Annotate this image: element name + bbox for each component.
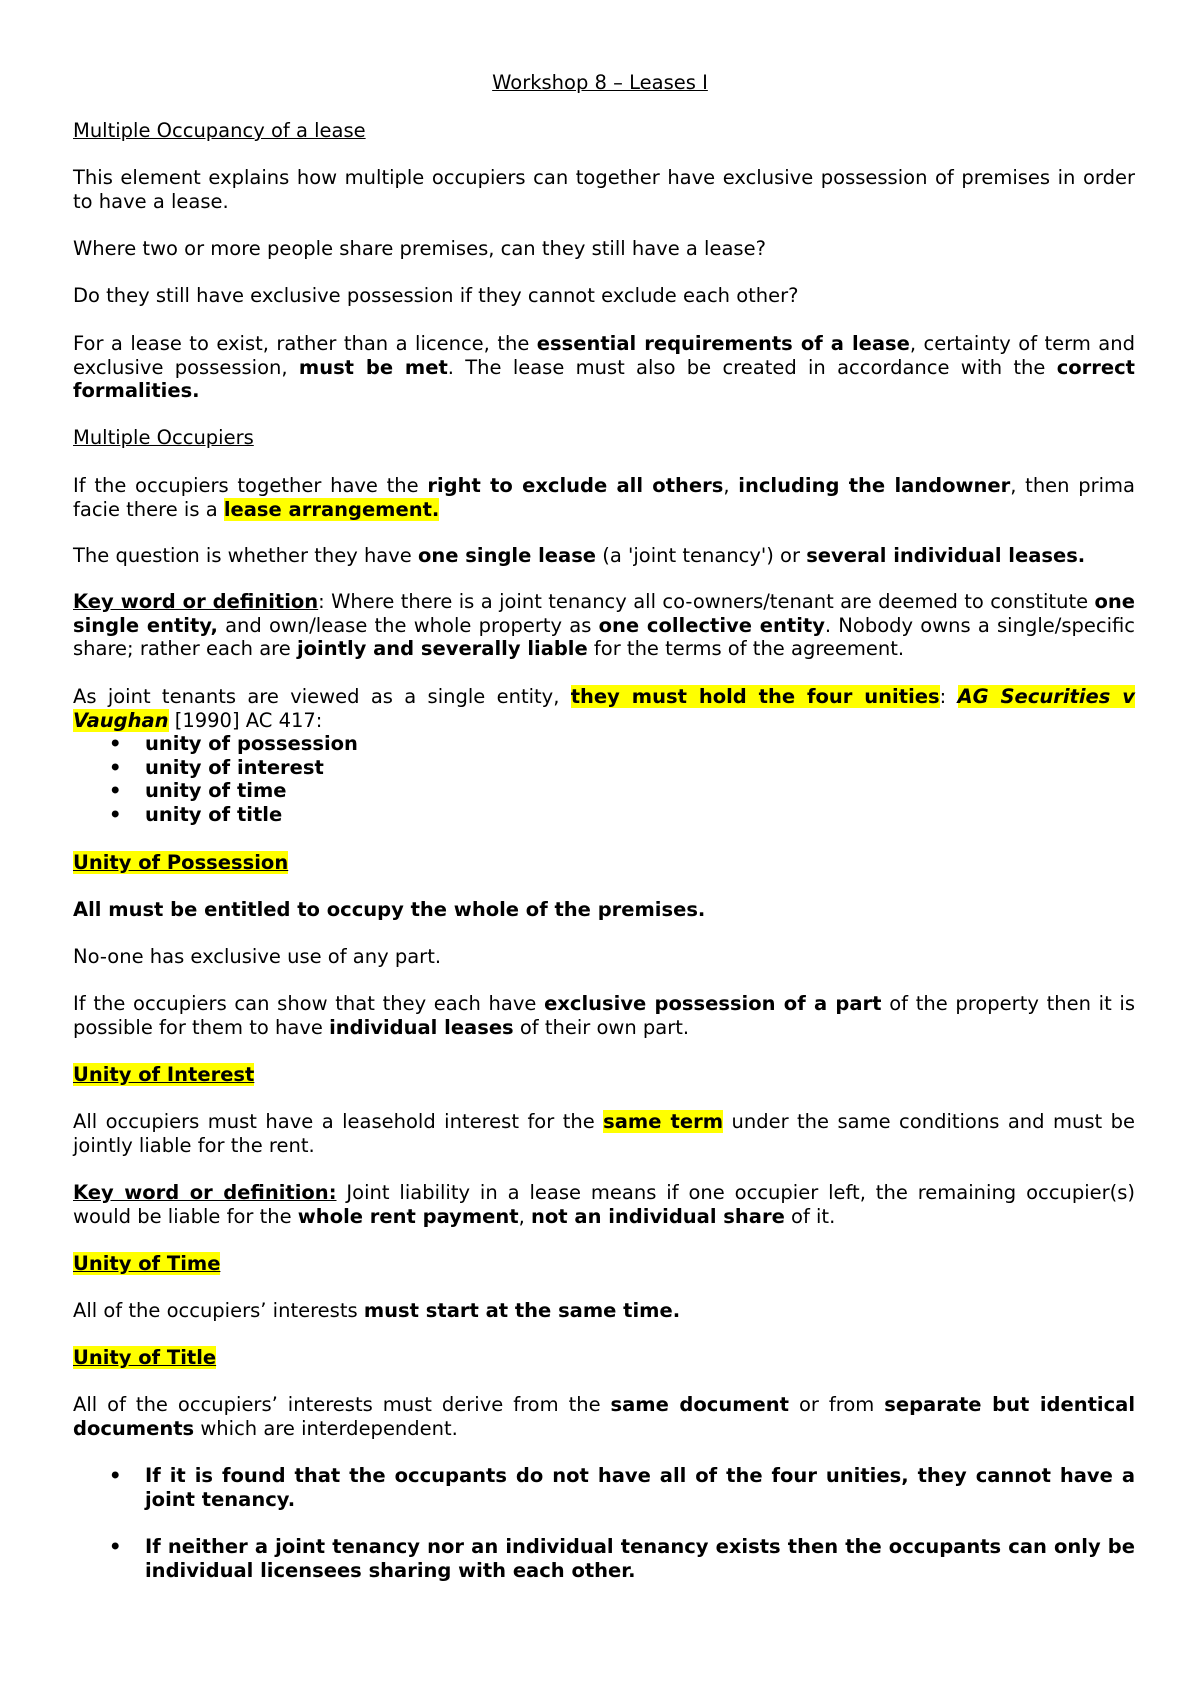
text-run: All occupiers must have a leasehold interest for the bbox=[73, 1110, 604, 1133]
text-run: If the occupiers can show that they each have bbox=[73, 992, 545, 1015]
bold-run: one single entity, bbox=[73, 590, 1135, 637]
section-heading-interest bbox=[73, 1063, 1135, 1087]
case-citation: AG Securities v Vaughan bbox=[73, 685, 1135, 732]
bold-run: several individual leases. bbox=[806, 544, 1086, 567]
bold-run: All must be entitled to occupy the whole of the premises. bbox=[73, 898, 706, 921]
question-paragraph: Do they still have exclusive possession if they cannot exclude each other? bbox=[73, 284, 799, 307]
bold-run: same document bbox=[610, 1393, 789, 1416]
question-paragraph: Where two or more people share premises, can they still have a lease? bbox=[73, 237, 766, 260]
title-paragraph bbox=[73, 1393, 1135, 1440]
joint-liability-definition bbox=[73, 1181, 1135, 1228]
section-heading-multiple-occupancy bbox=[73, 119, 1135, 143]
text-run: under the same conditions and must be jointly liable for the rent. bbox=[73, 1110, 1135, 1157]
text-run: [1990] AC 417: bbox=[168, 708, 323, 732]
text-run: of the property then it is possible for them to have bbox=[73, 992, 1135, 1039]
text-run: As joint tenants are viewed as a single entity, bbox=[73, 685, 571, 708]
bold-run: one single lease bbox=[418, 544, 597, 567]
document-title bbox=[0, 71, 1200, 95]
bold-run: individual leases bbox=[329, 1015, 514, 1039]
heading-text: Unity of Time bbox=[73, 1252, 221, 1275]
bold-run: essential requirements of a lease bbox=[536, 332, 910, 355]
bold-run: jointly and severally liable bbox=[296, 637, 588, 660]
heading-text: Unity of Interest bbox=[73, 1063, 255, 1086]
possession-paragraph: No-one has exclusive use of any part. bbox=[73, 945, 442, 968]
interest-paragraph bbox=[73, 1110, 1135, 1157]
text-run: : bbox=[939, 685, 958, 708]
definition-label: Key word or definition: bbox=[73, 1181, 337, 1204]
highlighted-text: they must hold the four unities bbox=[570, 685, 940, 708]
heading-text: Multiple Occupancy of a lease bbox=[73, 119, 366, 142]
list-item: • If it is found that the occupants do not have all of the four unities, they cannot have a joint tenancy. bbox=[73, 1464, 1135, 1511]
heading-text: Unity of Title bbox=[73, 1346, 217, 1369]
text-run: Joint liability in a lease means if one occupier left, the remaining occupier(s) would be liable for the bbox=[73, 1181, 1136, 1228]
section-heading-title bbox=[73, 1346, 1135, 1370]
text-run: , then prima facie there is a bbox=[73, 474, 1135, 521]
conclusion-list bbox=[73, 1464, 1135, 1511]
text-run: of it. bbox=[784, 1204, 836, 1228]
bold-run: not an individual share bbox=[531, 1204, 785, 1228]
list-item: • unity of interest bbox=[73, 756, 1135, 780]
text-run: . The lease must also be created in accordance with the bbox=[447, 355, 1057, 379]
text-run: The question is whether they have bbox=[73, 544, 418, 567]
text-run: If the occupiers together have the bbox=[73, 474, 428, 497]
four-unities-block bbox=[73, 685, 1135, 826]
text-run: All of the occupiers’ interests must derive from the bbox=[73, 1393, 611, 1416]
bold-run: including the landowner bbox=[738, 474, 1011, 497]
text-run: or from bbox=[788, 1393, 885, 1416]
heading-text: Unity of Possession bbox=[73, 851, 289, 874]
possession-paragraph bbox=[73, 992, 1135, 1039]
text-run: and own/lease the whole property as bbox=[217, 613, 599, 637]
text-run: which are interdependent. bbox=[194, 1416, 458, 1440]
bold-run: must start at the same time. bbox=[363, 1299, 681, 1322]
text-run: : Where there is a joint tenancy all co-owners/tenant are deemed to constitute bbox=[318, 590, 1095, 613]
highlighted-text: same term bbox=[603, 1110, 724, 1133]
text-run: , certainty of term and exclusive possession, bbox=[73, 332, 1135, 379]
definition-paragraph bbox=[73, 590, 1135, 661]
text-run: All of the occupiers’ interests bbox=[73, 1299, 364, 1322]
text-run: . Nobody owns a single/specific share; rather each are bbox=[73, 613, 1136, 660]
bold-run: correct formalities. bbox=[73, 355, 1135, 402]
four-unities-intro bbox=[73, 685, 1135, 732]
section-heading-time bbox=[73, 1252, 1135, 1276]
conclusion-list bbox=[73, 1535, 1135, 1582]
list-item: • unity of time bbox=[73, 779, 1135, 803]
section-heading-possession bbox=[73, 851, 1135, 875]
list-item: • If neither a joint tenancy nor an individual tenancy exists then the occupants can only be individual licensees sharing with each other. bbox=[73, 1535, 1135, 1582]
intro-paragraph: This element explains how multiple occupiers can together have exclusive possession of premises in order to have a lease. bbox=[73, 166, 1135, 213]
text-run: , bbox=[518, 1204, 532, 1228]
text-run: for the terms of the agreement. bbox=[587, 637, 905, 660]
possession-statement bbox=[73, 898, 1135, 922]
bold-run: separate but identical documents bbox=[73, 1393, 1135, 1440]
highlighted-text: lease arrangement. bbox=[223, 497, 440, 521]
document-title-text: Workshop 8 – Leases I bbox=[492, 71, 708, 94]
text-run: (a 'joint tenancy') or bbox=[596, 544, 807, 567]
bold-run: right to exclude all others bbox=[427, 474, 724, 497]
list-item: • unity of possession bbox=[73, 732, 1135, 756]
time-paragraph bbox=[73, 1299, 1135, 1323]
list-item: • unity of title bbox=[73, 803, 1135, 827]
bold-run: whole rent payment bbox=[297, 1204, 519, 1228]
definition-label: Key word or definition bbox=[73, 590, 319, 613]
section-heading-multiple-occupiers bbox=[73, 426, 1135, 450]
bold-run: exclusive possession of a part bbox=[544, 992, 882, 1015]
lease-question-paragraph bbox=[73, 544, 1135, 568]
heading-text: Multiple Occupiers bbox=[73, 426, 254, 449]
text-run: , bbox=[723, 474, 739, 497]
bold-run: one collective entity bbox=[598, 613, 825, 637]
unities-list bbox=[73, 732, 1135, 826]
text-run: of their own part. bbox=[513, 1015, 690, 1039]
text-run: For a lease to exist, rather than a licence, the bbox=[73, 332, 537, 355]
requirements-paragraph bbox=[73, 332, 1135, 403]
bold-run: must be met bbox=[298, 355, 448, 379]
exclusion-paragraph bbox=[73, 474, 1135, 521]
